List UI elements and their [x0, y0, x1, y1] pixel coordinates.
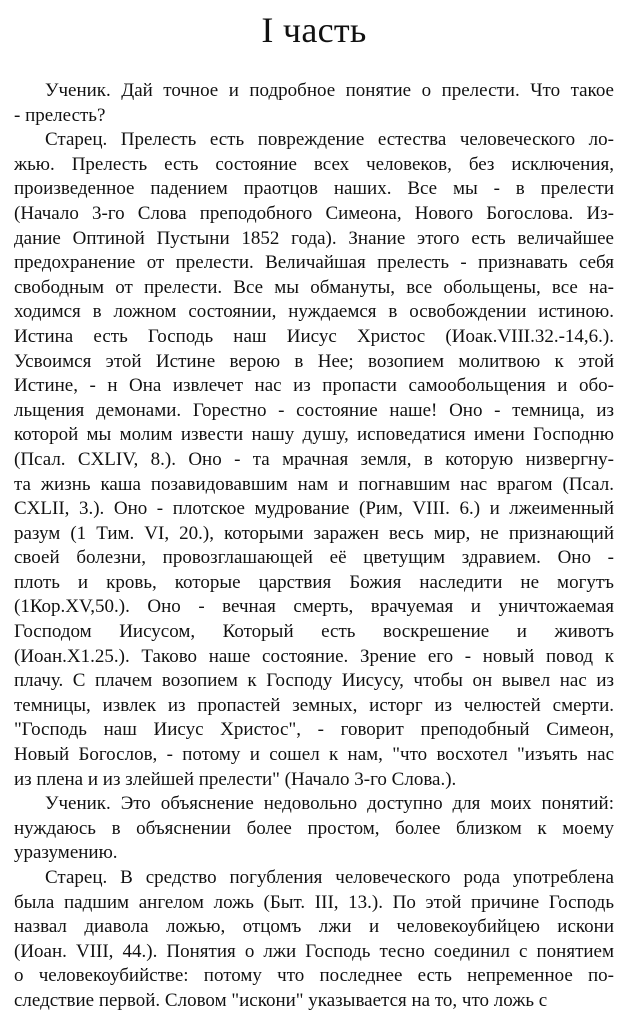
text-line: Истина есть Господь наш Иисус Христос (Иоак.VIII.32.-14,6.).: [14, 325, 614, 347]
text-line: Истине, - н Она извлечет нас из пропасти самообольщения и обо-: [14, 375, 614, 397]
text-line: разум (1 Тим. VI, 20.), которыми заражен весь мир, не признающий: [14, 522, 614, 544]
text-line: "Господь наш Иисус Христос", - говорит преподобный Симеон,: [14, 719, 614, 741]
text-line: плоть и кровь, которые царствия Божия наследити не могутъ: [14, 571, 614, 593]
text-line: дание Оптиной Пустыни 1852 года). Знание этого есть величайшее: [14, 227, 614, 249]
paragraph-student: [14, 792, 614, 866]
text-line: Усвоимся этой Истине верою в Нее; возопием молитвою к этой: [14, 350, 614, 372]
text-line: темницы, извлек из пропастей земных, исторг из челюстей смерти.: [14, 694, 614, 716]
text-line: произведенное падением праотцов наших. Все мы - в прелести: [14, 178, 614, 200]
paragraph-elder: [14, 866, 614, 1014]
text-line: была падшим ангелом ложь (Быт. III, 13.). По этой причине Господь: [14, 891, 614, 913]
text-line: свободным от прелести. Все мы обмануты, все обольщены, все на-: [14, 276, 614, 298]
text-line: жью. Прелесть есть состояние всех человеков, без исключения,: [14, 153, 614, 175]
text-line: (Начало 3-го Слова преподобного Симеона, Нового Богослова. Из-: [14, 202, 614, 224]
text-line: из плена и из злейшей прелести" (Начало 3-го Слова.).: [14, 768, 457, 790]
text-line: Ученик. Дай точное и подробное понятие о прелести. Что такое: [45, 80, 614, 101]
paragraph-student: [14, 79, 614, 128]
chapter-title: I часть: [261, 10, 367, 50]
text-line: льщения демонами. Горестно - состояние наше! Оно - темница, из: [14, 399, 614, 421]
text-line: - прелесть?: [14, 104, 106, 126]
text-line: (Иоан.X1.25.). Таково наше состояние. Зрение его - новый повод к: [14, 645, 614, 667]
text-line: (Иоан. VIII, 44.). Понятия о лжи Господь тесно соединил с понятием: [14, 940, 614, 962]
text-line: (1Кор.XV,50.). Оно - вечная смерть, врачуемая и уничтожаемая: [14, 596, 614, 618]
text-line: назвал диавола ложью, отцомъ лжи и человекоубийцею искони: [14, 916, 614, 938]
text-line: (Псал. CXLIV, 8.). Оно - та мрачная земля, в которую низвергну-: [14, 448, 614, 470]
text-line: Старец. В средство погубления человеческого рода употреблена: [45, 867, 614, 888]
text-line: уразумению.: [14, 842, 118, 864]
text-line: Старец. Прелесть есть повреждение естества человеческого ло-: [45, 129, 614, 151]
text-line: нуждаюсь в объяснении более простом, более близком к моему: [14, 817, 614, 839]
text-line: своей болезни, провозглашающей её цветущим здравием. Оно -: [14, 547, 614, 569]
body-text: [14, 79, 614, 1014]
text-line: Ученик. Это объяснение недовольно доступно для моих понятий:: [45, 793, 614, 815]
text-line: Господом Иисусом, Который есть воскрешение и животъ: [14, 621, 614, 643]
text-line: CXLII, 3.). Оно - плотское мудрование (Рим, VIII. 6.) и лжеименный: [14, 498, 614, 520]
text-line: та жизнь каша позавидовавшим нам и погнавшим нас врагом (Псал.: [14, 473, 614, 495]
text-line: ходимся в ложном состоянии, нуждаемся в освобождении истиною.: [14, 301, 614, 323]
text-line: о человекоубийстве: потому что последнее есть непременное по-: [14, 965, 614, 987]
text-line: плачу. С плачем возопием к Господу Иисусу, чтобы он вывел нас из: [14, 670, 614, 692]
text-line: предохранение от прелести. Величайшая прелесть - признавать себя: [14, 252, 614, 274]
text-line: следствие первой. Словом "искони" указывается на то, что ложь с: [14, 989, 548, 1011]
paragraph-elder: [14, 128, 614, 792]
text-line: Новый Богослов, - потому и сошел к нам, "что восхотел "изъять нас: [14, 744, 614, 766]
text-line: которой мы молим извести нашу душу, исповедатися имени Господню: [14, 424, 614, 446]
